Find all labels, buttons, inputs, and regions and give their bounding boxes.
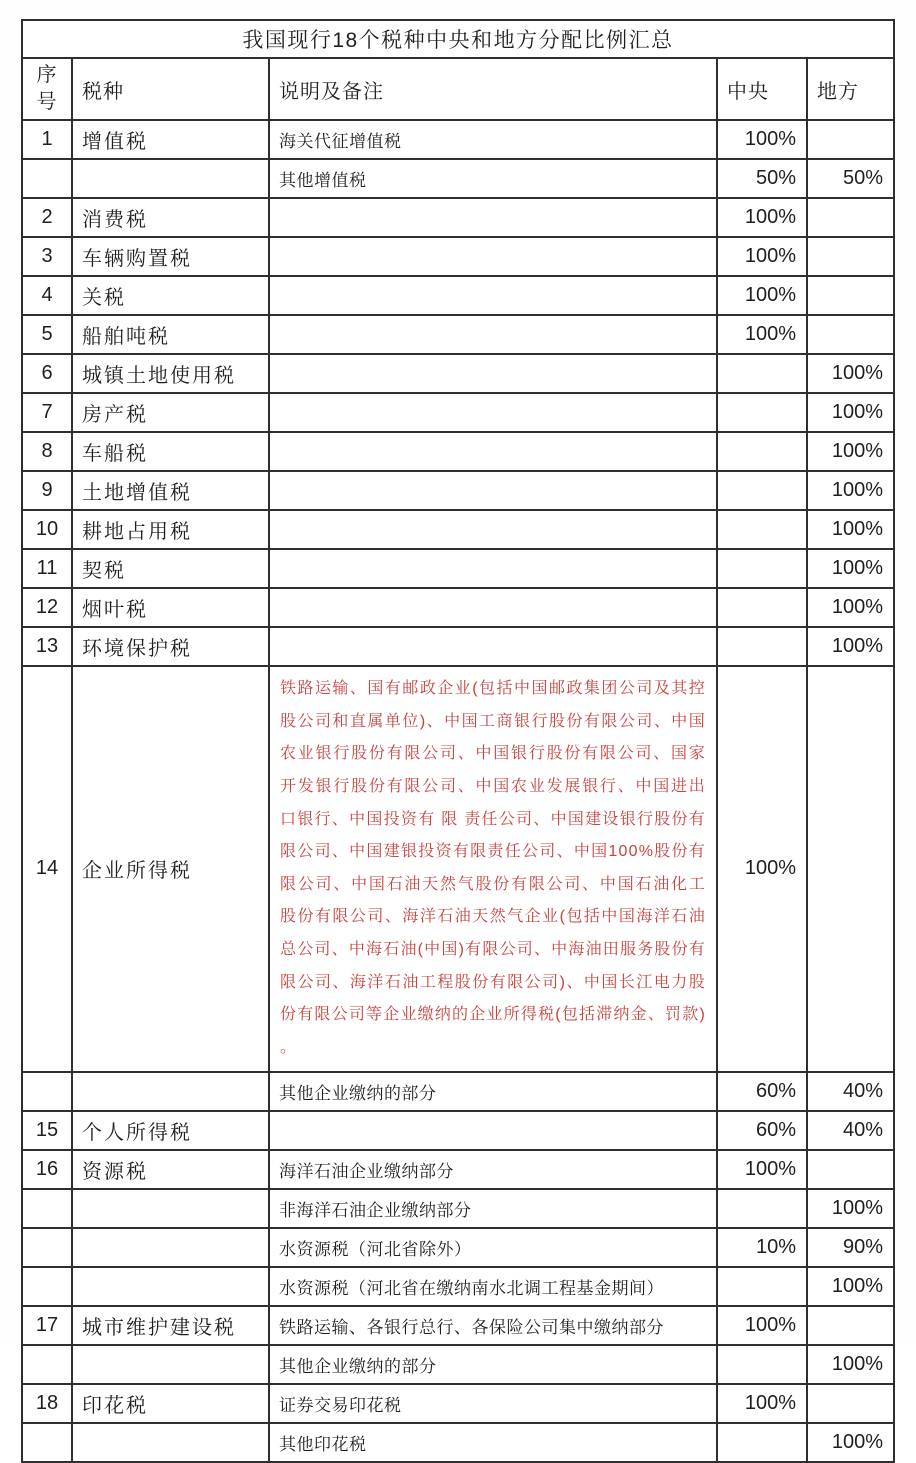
index-cell: 2 — [22, 198, 72, 237]
central-share-cell — [717, 627, 807, 666]
note-cell — [269, 276, 717, 315]
tax-name-cell: 城镇土地使用税 — [72, 354, 269, 393]
table-row — [22, 1072, 894, 1111]
note-cell: 其他企业缴纳的部分 — [269, 1345, 717, 1384]
local-share-cell — [807, 198, 894, 237]
note-cell — [269, 432, 717, 471]
local-share-cell: 90% — [807, 1228, 894, 1267]
table-row — [22, 666, 894, 1072]
central-share-cell — [717, 354, 807, 393]
local-share-cell — [807, 315, 894, 354]
tax-name-cell — [72, 1228, 269, 1267]
table-row — [22, 1150, 894, 1189]
local-share-cell: 40% — [807, 1111, 894, 1150]
index-cell: 16 — [22, 1150, 72, 1189]
table-row — [22, 1228, 894, 1267]
index-cell: 13 — [22, 627, 72, 666]
table-title: 我国现行18个税种中央和地方分配比例汇总 — [22, 20, 894, 58]
index-cell: 1 — [22, 120, 72, 159]
local-share-cell: 100% — [807, 588, 894, 627]
local-share-cell — [807, 237, 894, 276]
tax-name-cell: 烟叶税 — [72, 588, 269, 627]
tax-name-cell: 城市维护建设税 — [72, 1306, 269, 1345]
central-share-cell: 100% — [717, 666, 807, 1072]
tax-distribution-table — [21, 19, 895, 1463]
central-share-cell: 100% — [717, 198, 807, 237]
central-share-cell — [717, 549, 807, 588]
tax-name-cell: 船舶吨税 — [72, 315, 269, 354]
column-header-index: 序号 — [22, 58, 72, 120]
local-share-cell: 100% — [807, 354, 894, 393]
index-cell — [22, 1423, 72, 1462]
index-cell: 4 — [22, 276, 72, 315]
note-cell: 非海洋石油企业缴纳部分 — [269, 1189, 717, 1228]
note-cell: 证券交易印花税 — [269, 1384, 717, 1423]
table-row — [22, 237, 894, 276]
table-row — [22, 510, 894, 549]
index-cell: 17 — [22, 1306, 72, 1345]
index-cell — [22, 1189, 72, 1228]
local-share-cell — [807, 120, 894, 159]
table-row — [22, 393, 894, 432]
table-row — [22, 315, 894, 354]
local-share-cell — [807, 1384, 894, 1423]
central-share-cell — [717, 510, 807, 549]
index-cell: 15 — [22, 1111, 72, 1150]
local-share-cell: 100% — [807, 510, 894, 549]
table-row — [22, 1423, 894, 1462]
table-row — [22, 549, 894, 588]
index-cell — [22, 159, 72, 198]
table-row — [22, 198, 894, 237]
note-cell: 铁路运输、国有邮政企业(包括中国邮政集团公司及其控股公司和直属单位)、中国工商银行股份有限公司、中国农业银行股份有限公司、中国银行股份有限公司、国家开发银行股份有限公司、中国农业发展银行、中国进出口银行、中国投资有 限 责任公司、中国建设银行股份有限公司、中国建银投资有限责任公司、中国100%股份有限公司、中国石油天然气股份有限公司、中国石油化工股份有限公司、海洋石油天然气企业(包括中国海洋石油总公司、中海石油(中国)有限公司、中海油田服务股份有限公司、海洋石油工程股份有限公司)、中国长江电力股份有限公司等企业缴纳的企业所得税(包括滞纳金、罚款) 。 — [269, 666, 717, 1072]
table-row — [22, 1384, 894, 1423]
local-share-cell: 100% — [807, 1267, 894, 1306]
central-share-cell: 10% — [717, 1228, 807, 1267]
tax-name-cell: 消费税 — [72, 198, 269, 237]
tax-name-cell: 土地增值税 — [72, 471, 269, 510]
central-share-cell: 100% — [717, 120, 807, 159]
index-cell — [22, 1072, 72, 1111]
local-share-cell — [807, 1150, 894, 1189]
index-cell — [22, 1345, 72, 1384]
table-row — [22, 471, 894, 510]
central-share-cell — [717, 1189, 807, 1228]
local-share-cell: 100% — [807, 1189, 894, 1228]
column-header-central: 中央 — [717, 58, 807, 120]
index-cell: 18 — [22, 1384, 72, 1423]
central-share-cell: 100% — [717, 1384, 807, 1423]
central-share-cell: 100% — [717, 1150, 807, 1189]
index-cell: 12 — [22, 588, 72, 627]
note-cell: 水资源税（河北省在缴纳南水北调工程基金期间） — [269, 1267, 717, 1306]
table-row — [22, 159, 894, 198]
note-cell: 其他企业缴纳的部分 — [269, 1072, 717, 1111]
central-share-cell: 100% — [717, 1306, 807, 1345]
local-share-cell: 100% — [807, 432, 894, 471]
index-cell: 7 — [22, 393, 72, 432]
title-row — [22, 20, 894, 58]
local-share-cell — [807, 276, 894, 315]
central-share-cell: 100% — [717, 237, 807, 276]
table-row — [22, 1111, 894, 1150]
tax-name-cell — [72, 1189, 269, 1228]
table-row — [22, 120, 894, 159]
tax-name-cell: 房产税 — [72, 393, 269, 432]
index-cell: 5 — [22, 315, 72, 354]
table-row — [22, 588, 894, 627]
index-cell: 14 — [22, 666, 72, 1072]
central-share-cell: 100% — [717, 276, 807, 315]
index-cell: 11 — [22, 549, 72, 588]
local-share-cell: 100% — [807, 393, 894, 432]
tax-name-cell: 车辆购置税 — [72, 237, 269, 276]
table-row — [22, 1189, 894, 1228]
local-share-cell: 100% — [807, 1423, 894, 1462]
note-cell: 铁路运输、各银行总行、各保险公司集中缴纳部分 — [269, 1306, 717, 1345]
note-cell — [269, 393, 717, 432]
table-row — [22, 1267, 894, 1306]
index-cell — [22, 1267, 72, 1306]
index-cell: 10 — [22, 510, 72, 549]
index-cell: 6 — [22, 354, 72, 393]
central-share-cell — [717, 432, 807, 471]
index-cell: 8 — [22, 432, 72, 471]
table-row — [22, 627, 894, 666]
tax-name-cell — [72, 1267, 269, 1306]
central-share-cell — [717, 471, 807, 510]
central-share-cell — [717, 588, 807, 627]
note-cell — [269, 237, 717, 276]
note-cell: 其他印花税 — [269, 1423, 717, 1462]
tax-name-cell — [72, 1345, 269, 1384]
tax-name-cell: 环境保护税 — [72, 627, 269, 666]
table-row — [22, 1306, 894, 1345]
index-cell: 3 — [22, 237, 72, 276]
table-row — [22, 1345, 894, 1384]
central-share-cell — [717, 1267, 807, 1306]
tax-name-cell: 印花税 — [72, 1384, 269, 1423]
table-row — [22, 432, 894, 471]
tax-name-cell: 耕地占用税 — [72, 510, 269, 549]
note-cell — [269, 198, 717, 237]
note-cell: 海洋石油企业缴纳部分 — [269, 1150, 717, 1189]
note-cell — [269, 549, 717, 588]
table-body — [22, 120, 894, 1462]
local-share-cell: 100% — [807, 549, 894, 588]
note-cell — [269, 627, 717, 666]
column-header-tax: 税种 — [72, 58, 269, 120]
local-share-cell: 100% — [807, 1345, 894, 1384]
table-row — [22, 354, 894, 393]
tax-name-cell: 资源税 — [72, 1150, 269, 1189]
central-share-cell: 60% — [717, 1111, 807, 1150]
central-share-cell — [717, 1345, 807, 1384]
tax-name-cell: 个人所得税 — [72, 1111, 269, 1150]
tax-name-cell — [72, 1423, 269, 1462]
index-cell — [22, 1228, 72, 1267]
note-cell — [269, 315, 717, 354]
tax-name-cell — [72, 159, 269, 198]
central-share-cell: 60% — [717, 1072, 807, 1111]
local-share-cell — [807, 666, 894, 1072]
note-cell: 水资源税（河北省除外） — [269, 1228, 717, 1267]
local-share-cell: 100% — [807, 471, 894, 510]
column-header-local: 地方 — [807, 58, 894, 120]
tax-name-cell: 关税 — [72, 276, 269, 315]
note-cell: 其他增值税 — [269, 159, 717, 198]
note-cell — [269, 588, 717, 627]
tax-name-cell: 契税 — [72, 549, 269, 588]
tax-name-cell: 车船税 — [72, 432, 269, 471]
header-row — [22, 58, 894, 120]
note-cell — [269, 510, 717, 549]
table-row — [22, 276, 894, 315]
local-share-cell: 100% — [807, 627, 894, 666]
note-cell — [269, 354, 717, 393]
tax-name-cell — [72, 1072, 269, 1111]
local-share-cell: 40% — [807, 1072, 894, 1111]
central-share-cell: 100% — [717, 315, 807, 354]
column-header-note: 说明及备注 — [269, 58, 717, 120]
tax-name-cell: 增值税 — [72, 120, 269, 159]
tax-name-cell: 企业所得税 — [72, 666, 269, 1072]
local-share-cell — [807, 1306, 894, 1345]
note-cell: 海关代征增值税 — [269, 120, 717, 159]
note-cell — [269, 471, 717, 510]
note-cell — [269, 1111, 717, 1150]
central-share-cell — [717, 393, 807, 432]
central-share-cell — [717, 1423, 807, 1462]
index-cell: 9 — [22, 471, 72, 510]
central-share-cell: 50% — [717, 159, 807, 198]
local-share-cell: 50% — [807, 159, 894, 198]
